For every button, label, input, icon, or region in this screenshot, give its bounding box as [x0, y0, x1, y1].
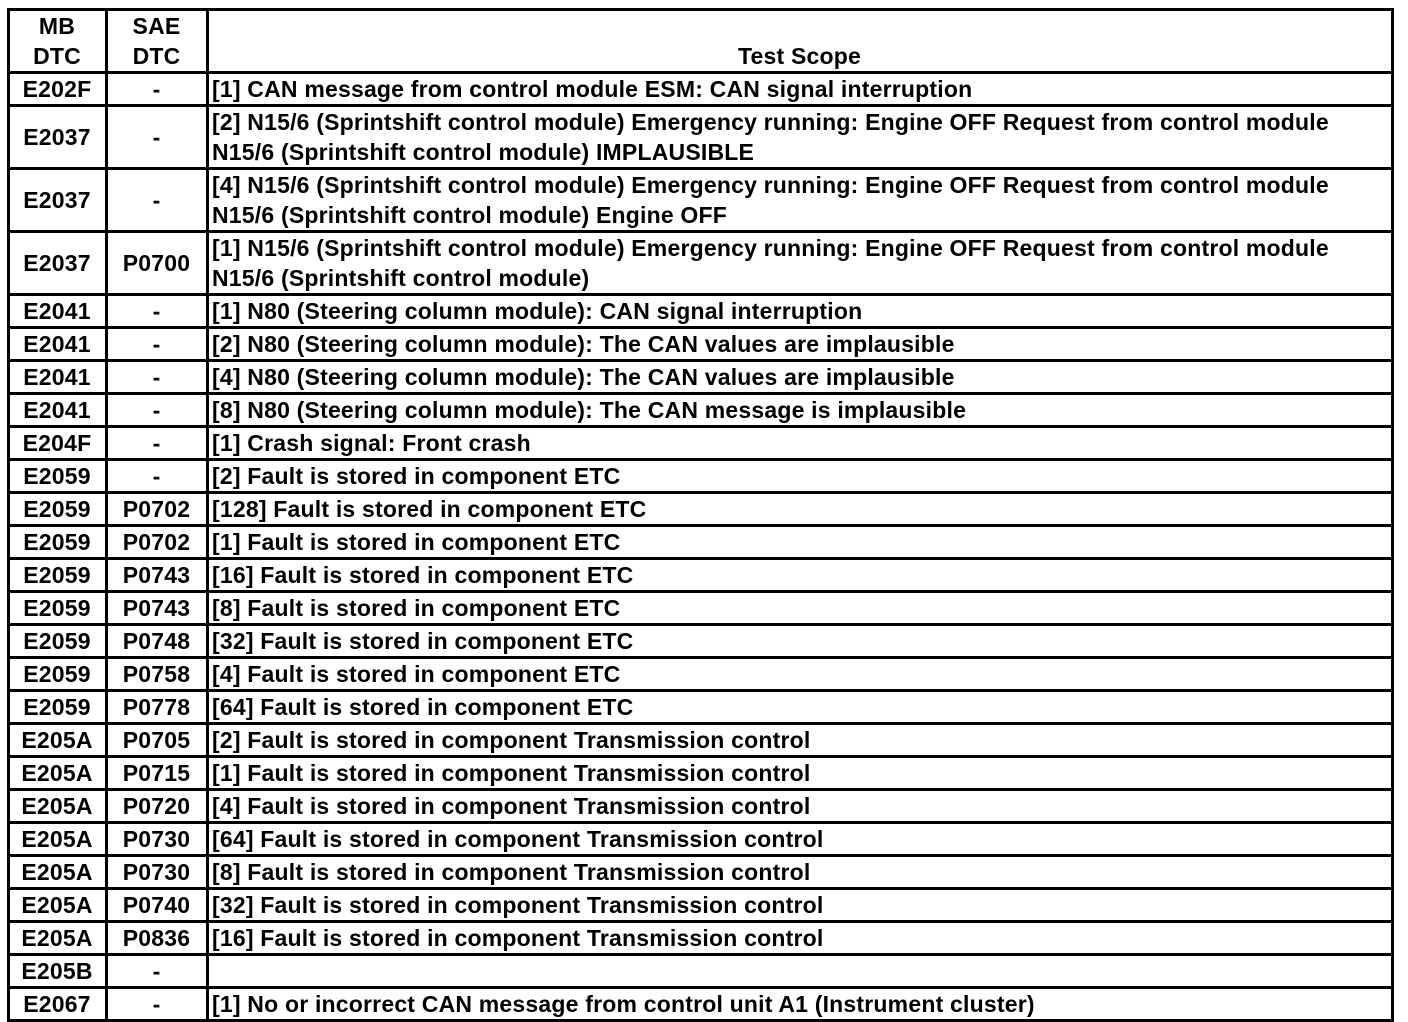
- mb-dtc-cell: E205A: [9, 889, 107, 922]
- header-mb-line2: DTC: [33, 43, 81, 69]
- sae-dtc-cell: -: [107, 460, 208, 493]
- mb-dtc-cell: E205A: [9, 724, 107, 757]
- sae-dtc-cell: -: [107, 328, 208, 361]
- sae-dtc-cell: -: [107, 955, 208, 988]
- mb-dtc-cell: E205A: [9, 823, 107, 856]
- mb-dtc-cell: E2059: [9, 526, 107, 559]
- table-row: [9, 955, 1393, 988]
- table-row: [9, 361, 1393, 394]
- table-row: [9, 493, 1393, 526]
- test-scope-cell: [64] Fault is stored in component ETC: [208, 691, 1393, 724]
- table-row: [9, 427, 1393, 460]
- table-body: [9, 73, 1393, 1021]
- mb-dtc-cell: E2067: [9, 988, 107, 1021]
- test-scope-cell: [2] Fault is stored in component ETC: [208, 460, 1393, 493]
- header-mb-dtc: [9, 10, 107, 73]
- mb-dtc-cell: E2037: [9, 106, 107, 169]
- table-row: [9, 757, 1393, 790]
- header-test-scope: Test Scope: [208, 10, 1393, 73]
- test-scope-cell: [16] Fault is stored in component ETC: [208, 559, 1393, 592]
- test-scope-cell: [1] Crash signal: Front crash: [208, 427, 1393, 460]
- table-row: [9, 328, 1393, 361]
- mb-dtc-cell: E2059: [9, 559, 107, 592]
- test-scope-cell: [1] Fault is stored in component ETC: [208, 526, 1393, 559]
- test-scope-cell: [32] Fault is stored in component Transmission control: [208, 889, 1393, 922]
- table-row: [9, 724, 1393, 757]
- test-scope-cell: [4] Fault is stored in component Transmission control: [208, 790, 1393, 823]
- sae-dtc-cell: P0700: [107, 232, 208, 295]
- table-row: [9, 823, 1393, 856]
- mb-dtc-cell: E2041: [9, 394, 107, 427]
- table-row: [9, 232, 1393, 295]
- mb-dtc-cell: E2059: [9, 460, 107, 493]
- test-scope-cell: [4] Fault is stored in component ETC: [208, 658, 1393, 691]
- mb-dtc-cell: E204F: [9, 427, 107, 460]
- sae-dtc-cell: -: [107, 427, 208, 460]
- sae-dtc-cell: -: [107, 988, 208, 1021]
- mb-dtc-cell: E205A: [9, 757, 107, 790]
- table-row: [9, 790, 1393, 823]
- mb-dtc-cell: E2059: [9, 691, 107, 724]
- mb-dtc-cell: E2059: [9, 493, 107, 526]
- mb-dtc-cell: E205A: [9, 790, 107, 823]
- test-scope-cell: [2] Fault is stored in component Transmission control: [208, 724, 1393, 757]
- test-scope-cell: [16] Fault is stored in component Transmission control: [208, 922, 1393, 955]
- mb-dtc-cell: E2037: [9, 232, 107, 295]
- test-scope-cell: [208, 955, 1393, 988]
- test-scope-cell: [1] No or incorrect CAN message from control unit A1 (Instrument cluster): [208, 988, 1393, 1021]
- sae-dtc-cell: P0778: [107, 691, 208, 724]
- header-sae-line1: SAE: [132, 13, 181, 39]
- header-sae-dtc: [107, 10, 208, 73]
- mb-dtc-cell: E2059: [9, 658, 107, 691]
- test-scope-cell: [1] Fault is stored in component Transmission control: [208, 757, 1393, 790]
- test-scope-cell: [32] Fault is stored in component ETC: [208, 625, 1393, 658]
- test-scope-cell: [64] Fault is stored in component Transmission control: [208, 823, 1393, 856]
- test-scope-cell: [1] N80 (Steering column module): CAN signal interruption: [208, 295, 1393, 328]
- test-scope-cell: [1] CAN message from control module ESM: CAN signal interruption: [208, 73, 1393, 106]
- mb-dtc-cell: E205B: [9, 955, 107, 988]
- test-scope-cell: [2] N15/6 (Sprintshift control module) Emergency running: Engine OFF Request from control module N15/6 (Sprintshift control module) IMPLAUSIBLE: [208, 106, 1393, 169]
- sae-dtc-cell: P0730: [107, 823, 208, 856]
- table-row: [9, 169, 1393, 232]
- mb-dtc-cell: E2037: [9, 169, 107, 232]
- table-row: [9, 559, 1393, 592]
- sae-dtc-cell: P0730: [107, 856, 208, 889]
- sae-dtc-cell: -: [107, 361, 208, 394]
- mb-dtc-cell: E2059: [9, 592, 107, 625]
- sae-dtc-cell: P0740: [107, 889, 208, 922]
- mb-dtc-cell: E2059: [9, 625, 107, 658]
- mb-dtc-cell: E2041: [9, 295, 107, 328]
- test-scope-cell: [4] N80 (Steering column module): The CAN values are implausible: [208, 361, 1393, 394]
- table-row: [9, 625, 1393, 658]
- mb-dtc-cell: E202F: [9, 73, 107, 106]
- test-scope-cell: [128] Fault is stored in component ETC: [208, 493, 1393, 526]
- sae-dtc-cell: -: [107, 295, 208, 328]
- mb-dtc-cell: E205A: [9, 922, 107, 955]
- sae-dtc-cell: P0743: [107, 592, 208, 625]
- sae-dtc-cell: P0702: [107, 493, 208, 526]
- table-row: [9, 988, 1393, 1021]
- table-row: [9, 460, 1393, 493]
- sae-dtc-cell: -: [107, 394, 208, 427]
- mb-dtc-cell: E205A: [9, 856, 107, 889]
- sae-dtc-cell: P0705: [107, 724, 208, 757]
- test-scope-cell: [8] Fault is stored in component ETC: [208, 592, 1393, 625]
- test-scope-cell: [1] N15/6 (Sprintshift control module) Emergency running: Engine OFF Request from control module N15/6 (Sprintshift control module): [208, 232, 1393, 295]
- header-sae-line2: DTC: [132, 43, 181, 69]
- sae-dtc-cell: P0702: [107, 526, 208, 559]
- sae-dtc-cell: P0720: [107, 790, 208, 823]
- table-row: [9, 592, 1393, 625]
- table-row: [9, 394, 1393, 427]
- table-row: [9, 856, 1393, 889]
- table-row: [9, 889, 1393, 922]
- table-row: [9, 73, 1393, 106]
- sae-dtc-cell: -: [107, 106, 208, 169]
- mb-dtc-cell: E2041: [9, 328, 107, 361]
- sae-dtc-cell: P0836: [107, 922, 208, 955]
- test-scope-cell: [8] Fault is stored in component Transmission control: [208, 856, 1393, 889]
- table-row: [9, 295, 1393, 328]
- sae-dtc-cell: P0743: [107, 559, 208, 592]
- sae-dtc-cell: -: [107, 73, 208, 106]
- table-row: [9, 106, 1393, 169]
- header-mb-line1: MB: [38, 13, 76, 39]
- sae-dtc-cell: P0748: [107, 625, 208, 658]
- sae-dtc-cell: -: [107, 169, 208, 232]
- dtc-table: [7, 8, 1394, 1022]
- sae-dtc-cell: P0715: [107, 757, 208, 790]
- table-row: [9, 922, 1393, 955]
- mb-dtc-cell: E2041: [9, 361, 107, 394]
- test-scope-cell: [8] N80 (Steering column module): The CAN message is implausible: [208, 394, 1393, 427]
- table-row: [9, 526, 1393, 559]
- table-row: [9, 658, 1393, 691]
- sae-dtc-cell: P0758: [107, 658, 208, 691]
- table-row: [9, 691, 1393, 724]
- test-scope-cell: [2] N80 (Steering column module): The CAN values are implausible: [208, 328, 1393, 361]
- table-header-row: [9, 10, 1393, 73]
- test-scope-cell: [4] N15/6 (Sprintshift control module) Emergency running: Engine OFF Request from control module N15/6 (Sprintshift control module) Engine OFF: [208, 169, 1393, 232]
